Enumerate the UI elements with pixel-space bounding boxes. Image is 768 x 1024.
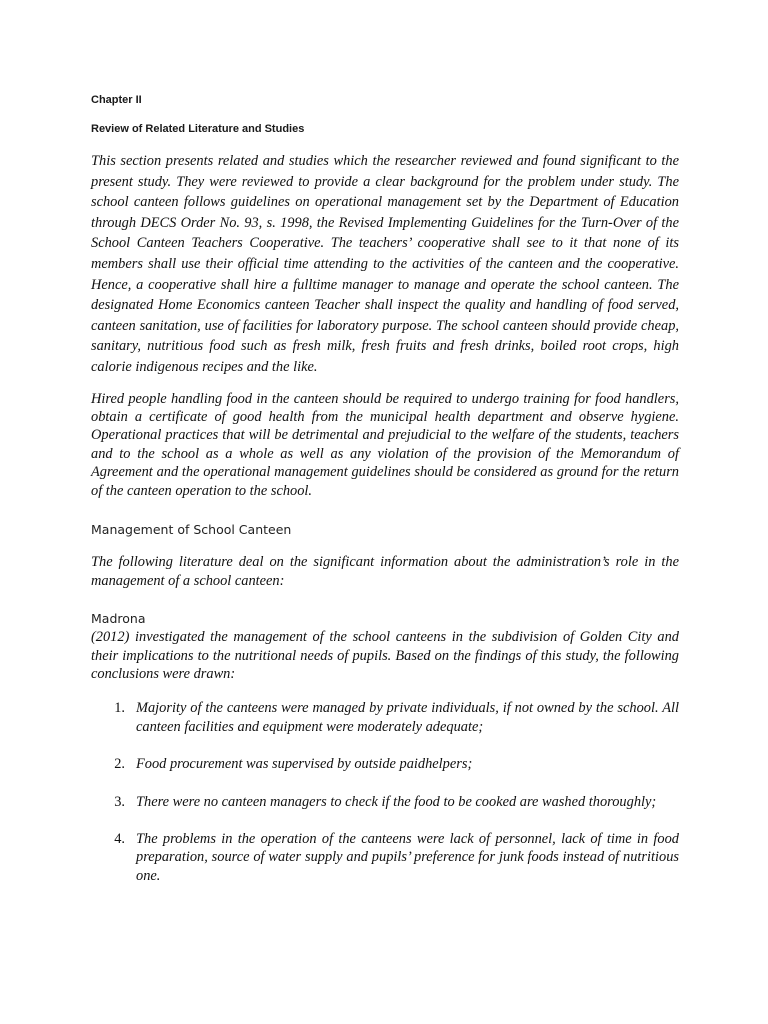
list-item [91,755,679,773]
findings-list [91,699,679,885]
subheading: Management of School Canteen [91,521,292,537]
list-text: There were no canteen managers to check if the food to be cooked are washed thoroughly; [136,793,657,810]
section-heading: Review of Related Literature and Studies [91,123,305,135]
list-number: 4. [114,831,125,847]
author-name: Madrona [91,611,146,627]
study-paragraph: (2012) investigated the management of the school canteens in the subdivision of Golden City and their implications to the nutritional needs of pupils. Based on the findings of this study, the following conclusions were drawn: [91,629,679,682]
list-item [91,793,679,811]
chapter-label: Chapter II [91,94,142,106]
list-text: The problems in the operation of the canteens were lack of personnel, lack of time in food preparation, source of water supply and pupils’ preference for junk foods instead of nutritious one. [136,831,679,884]
list-number: 3. [114,793,125,810]
list-item [91,699,679,736]
document-body [91,94,679,904]
intro-paragraph: The following literature deal on the significant information about the administration’s role in the management of a school canteen: [91,553,679,589]
list-item [91,830,679,885]
list-text: Food procurement was supervised by outside paidhelpers; [136,756,473,773]
list-number: 1. [114,700,125,717]
body-paragraph: This section presents related and studies which the researcher reviewed and found significant to the present study. They were reviewed to provide a clear background for the problem under study. The school canteen follows guidelines on operational management set by the Department of Education through DECS Order No. 93, s. 1998, the Revised Implementing Guidelines for the Turn-Over of the School Canteen Teachers Cooperative. The teachers’ cooperative shall see to it that none of its members shall use their official time attending to the activities of the canteen and the cooperative. Hence, a cooperative shall hire a fulltime manager to manage and operate the school canteen. The designated Home Economics canteen Teacher shall inspect the quality and handling of food served, canteen sanitation, use of facilities for laboratory purpose. The school canteen should provide cheap, sanitary, nutritious food such as fresh milk, fresh fruits and fresh drinks, boiled root crops, high calorie indigenous recipes and the like. [91,153,679,375]
list-text: Majority of the canteens were managed by private individuals, if not owned by the school. All canteen facilities and equipment were moderately adequate; [136,700,679,735]
body-paragraph: Hired people handling food in the canteen should be required to undergo training for food handlers, obtain a certificate of good health from the municipal health department and observe hygiene. Operational practices that will be detrimental and prejudicial to the welfare of the students, teachers and to the school as a whole as well as any violation of the provision of the Memorandum of Agreement and the operational management guidelines should be considered as ground for the return of the canteen operation to the school. [91,390,679,499]
list-number: 2. [114,756,125,773]
